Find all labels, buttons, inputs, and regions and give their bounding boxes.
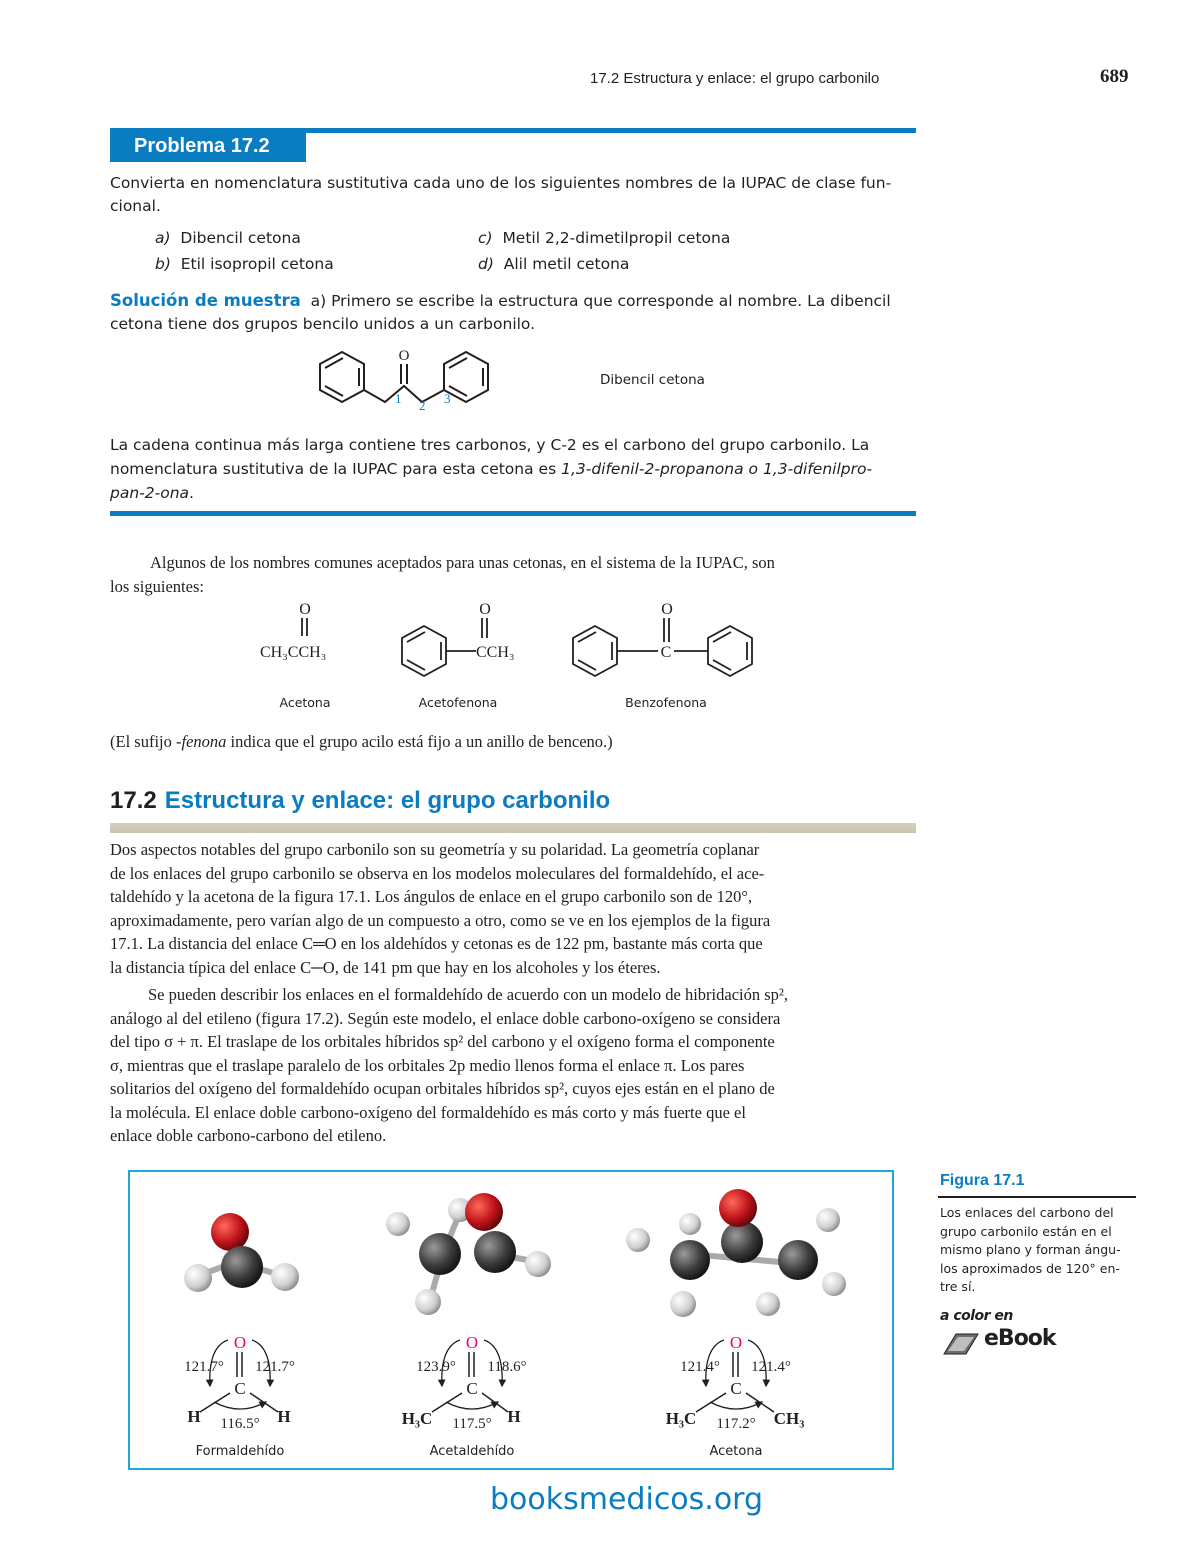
ebook-line1: a color en [940, 1308, 1013, 1324]
acetone-model [626, 1189, 846, 1317]
chain-number-3: 3 [444, 391, 451, 406]
acetaldehyde-o: O [465, 1333, 479, 1352]
formaldehyde-angle-diagram [184, 1333, 295, 1459]
solution-label: Solución de muestra [110, 291, 301, 310]
p1-line: Dos aspectos notables del grupo carbonilo son su geometría y su polaridad. La geometría coplanar [110, 840, 760, 859]
section-number: 17.2 [110, 787, 157, 814]
common-intro-line2: los siguientes: [110, 577, 204, 596]
dibenzyl-o-atom: O [398, 348, 410, 364]
acetaldehyde-model [386, 1193, 551, 1315]
problem-bottom-rule [110, 511, 916, 516]
running-header: 17.2 Estructura y enlace: el grupo carbonilo [590, 70, 880, 87]
section-heading [110, 787, 610, 815]
acetaldehyde-c: C [466, 1379, 478, 1398]
problem-item-b: b) Etil isopropil cetona [155, 255, 334, 273]
formaldehyde-c: C [234, 1379, 246, 1398]
caption-line: mismo plano y forman ángu- [940, 1242, 1121, 1257]
p2-line: del tipo σ + π. El traslape de los orbitales híbridos sp² del carbono y el oxígeno forma el componente [110, 1032, 775, 1051]
ebook-badge[interactable] [940, 1308, 1070, 1364]
acetaldehyde-angle-diagram [402, 1333, 527, 1459]
acetaldehyde-left-angle: 123.9° [416, 1359, 456, 1375]
problem-item-d: d) Alil metil cetona [478, 255, 630, 273]
acetophenone-o: O [479, 601, 491, 618]
solution-para2-line2: nomenclatura sustitutiva de la IUPAC para esta cetona es 1,3-difenil-2-propanona o 1,3-difenilpro- [110, 460, 873, 478]
page-number: 689 [1100, 66, 1129, 87]
formaldehyde-right-angle: 121.7° [255, 1359, 295, 1375]
figure-molecules [130, 1172, 891, 1467]
p1-line: de los enlaces del grupo carbonilo se observa en los modelos moleculares del formaldehído, el ace- [110, 863, 765, 883]
benzophenone-formula: C [660, 644, 672, 661]
caption-line: grupo carbonilo están en el [940, 1223, 1112, 1239]
dibenzyl-label: Dibencil cetona [600, 372, 705, 388]
solution-para2-line1: La cadena continua más larga contiene tres carbonos, y C-2 es el carbono del grupo carbonilo. La [110, 436, 870, 454]
section-rule [110, 823, 916, 833]
p1-line: la distancia típica del enlace C─O, de 141 pm que hay en los alcoholes y los éteres. [110, 957, 661, 977]
acetone-fig-o: O [729, 1333, 743, 1352]
problem-item-a: a) Dibencil cetona [155, 229, 301, 247]
p2-line: análogo al del etileno (figura 17.2). Según este modelo, el enlace doble carbono-oxígeno se considera [110, 1008, 781, 1028]
caption-line: los aproximados de 120° en- [940, 1260, 1120, 1276]
p1-line: aproximadamente, pero varían algo de un compuesto a otro, como se ve en los ejemplos de la figura [110, 910, 771, 930]
formaldehyde-bottom-angle: 116.5° [220, 1416, 260, 1432]
caption-line: tre sí. [940, 1279, 976, 1294]
common-ketones-structures [250, 596, 790, 716]
acetaldehyde-right-sub: H [507, 1407, 521, 1426]
acetone-formula: CH₃CCH₃ [260, 644, 327, 661]
body-paragraph-1 [110, 838, 916, 979]
acetone-name: Acetona [279, 695, 331, 710]
ebook-line2: eBook [984, 1326, 1056, 1351]
acetone-bottom-angle: 117.2° [716, 1416, 756, 1432]
acetaldehyde-left-sub: H₃C [401, 1409, 433, 1428]
figure-box [128, 1170, 894, 1470]
ebook-device-icon [940, 1330, 980, 1356]
formaldehyde-model [184, 1213, 299, 1292]
acetone-fig-name: Acetona [709, 1444, 763, 1459]
acetaldehyde-bottom-angle: 117.5° [452, 1416, 492, 1432]
formaldehyde-left-sub: H [187, 1407, 201, 1426]
acetaldehyde-name: Acetaldehído [429, 1444, 515, 1459]
acetone-right-angle: 121.4° [751, 1359, 791, 1375]
solution-line2: cetona tiene dos grupos bencilo unidos a un carbonilo. [110, 315, 536, 333]
p2-line: Se pueden describir los enlaces en el formaldehído de acuerdo con un modelo de hibridación sp², [148, 985, 788, 1004]
figure-title-rule [938, 1196, 1136, 1198]
acetone-angle-diagram [666, 1333, 805, 1459]
p2-line: enlace doble carbono-carbono del etileno. [110, 1126, 387, 1145]
body-paragraph-2 [110, 983, 916, 1148]
benzophenone-o: O [661, 601, 673, 618]
problem-prompt-line1: Convierta en nomenclatura sustitutiva cada uno de los siguientes nombres de la IUPAC de clase fun- [110, 174, 892, 192]
common-intro-line1: Algunos de los nombres comunes aceptados para unas cetonas, en el sistema de la IUPAC, son [150, 553, 775, 572]
formaldehyde-left-angle: 121.7° [184, 1359, 224, 1375]
problem-prompt-line2: cional. [110, 197, 161, 215]
p2-line: la molécula. El enlace doble carbono-oxígeno del formaldehído es más corto y más fuerte que el [110, 1102, 746, 1122]
caption-line: Los enlaces del carbono del [940, 1205, 1114, 1220]
p1-line: 17.1. La distancia del enlace C═O en los aldehídos y cetonas es de 122 pm, bastante más corta que [110, 934, 763, 953]
figure-title: Figura 17.1 [940, 1172, 1025, 1189]
acetone-right-sub: CH₃ [773, 1409, 805, 1428]
fenona-note: (El sufijo -fenona indica que el grupo acilo está fijo a un anillo de benceno.) [110, 732, 613, 751]
p2-line: σ, mientras que el traslape paralelo de los orbitales 2p medio llenos forma el enlace π. Los pares [110, 1055, 745, 1075]
chain-number-2: 2 [419, 398, 426, 413]
solution-line1: Solución de muestra a) Primero se escribe la estructura que corresponde al nombre. La dibencil [110, 291, 891, 310]
solution-para2-line3: pan-2-ona. [110, 484, 194, 502]
acetone-left-angle: 121.4° [680, 1359, 720, 1375]
acetone-fig-c: C [730, 1379, 742, 1398]
figure-caption [940, 1204, 1136, 1297]
formaldehyde-o: O [233, 1333, 247, 1352]
benzophenone-name: Benzofenona [625, 695, 707, 710]
p1-line: taldehído y la acetona de la figura 17.1. Los ángulos de enlace en el grupo carbonilo son de 120°, [110, 887, 753, 906]
formaldehyde-name: Formaldehído [195, 1444, 285, 1459]
problem-label: Problema 17.2 [110, 131, 306, 162]
footer-url[interactable]: booksmedicos.org [490, 1482, 764, 1517]
dibenzyl-ketone-structure [300, 340, 540, 424]
p2-line: solitarios del oxígeno del formaldehído ocupan orbitales híbridos sp², cuyos ejes están en el plano de [110, 1079, 775, 1098]
acetaldehyde-right-angle: 118.6° [487, 1359, 527, 1375]
problem-item-c: c) Metil 2,2-dimetilpropil cetona [478, 229, 731, 247]
acetophenone-formula: CCH₃ [476, 644, 515, 661]
formaldehyde-right-sub: H [277, 1407, 291, 1426]
acetone-left-sub: H₃C [665, 1409, 697, 1428]
acetone-o: O [299, 601, 311, 618]
section-title: Estructura y enlace: el grupo carbonilo [164, 787, 611, 814]
chain-number-1: 1 [395, 391, 402, 406]
acetophenone-name: Acetofenona [418, 695, 498, 710]
